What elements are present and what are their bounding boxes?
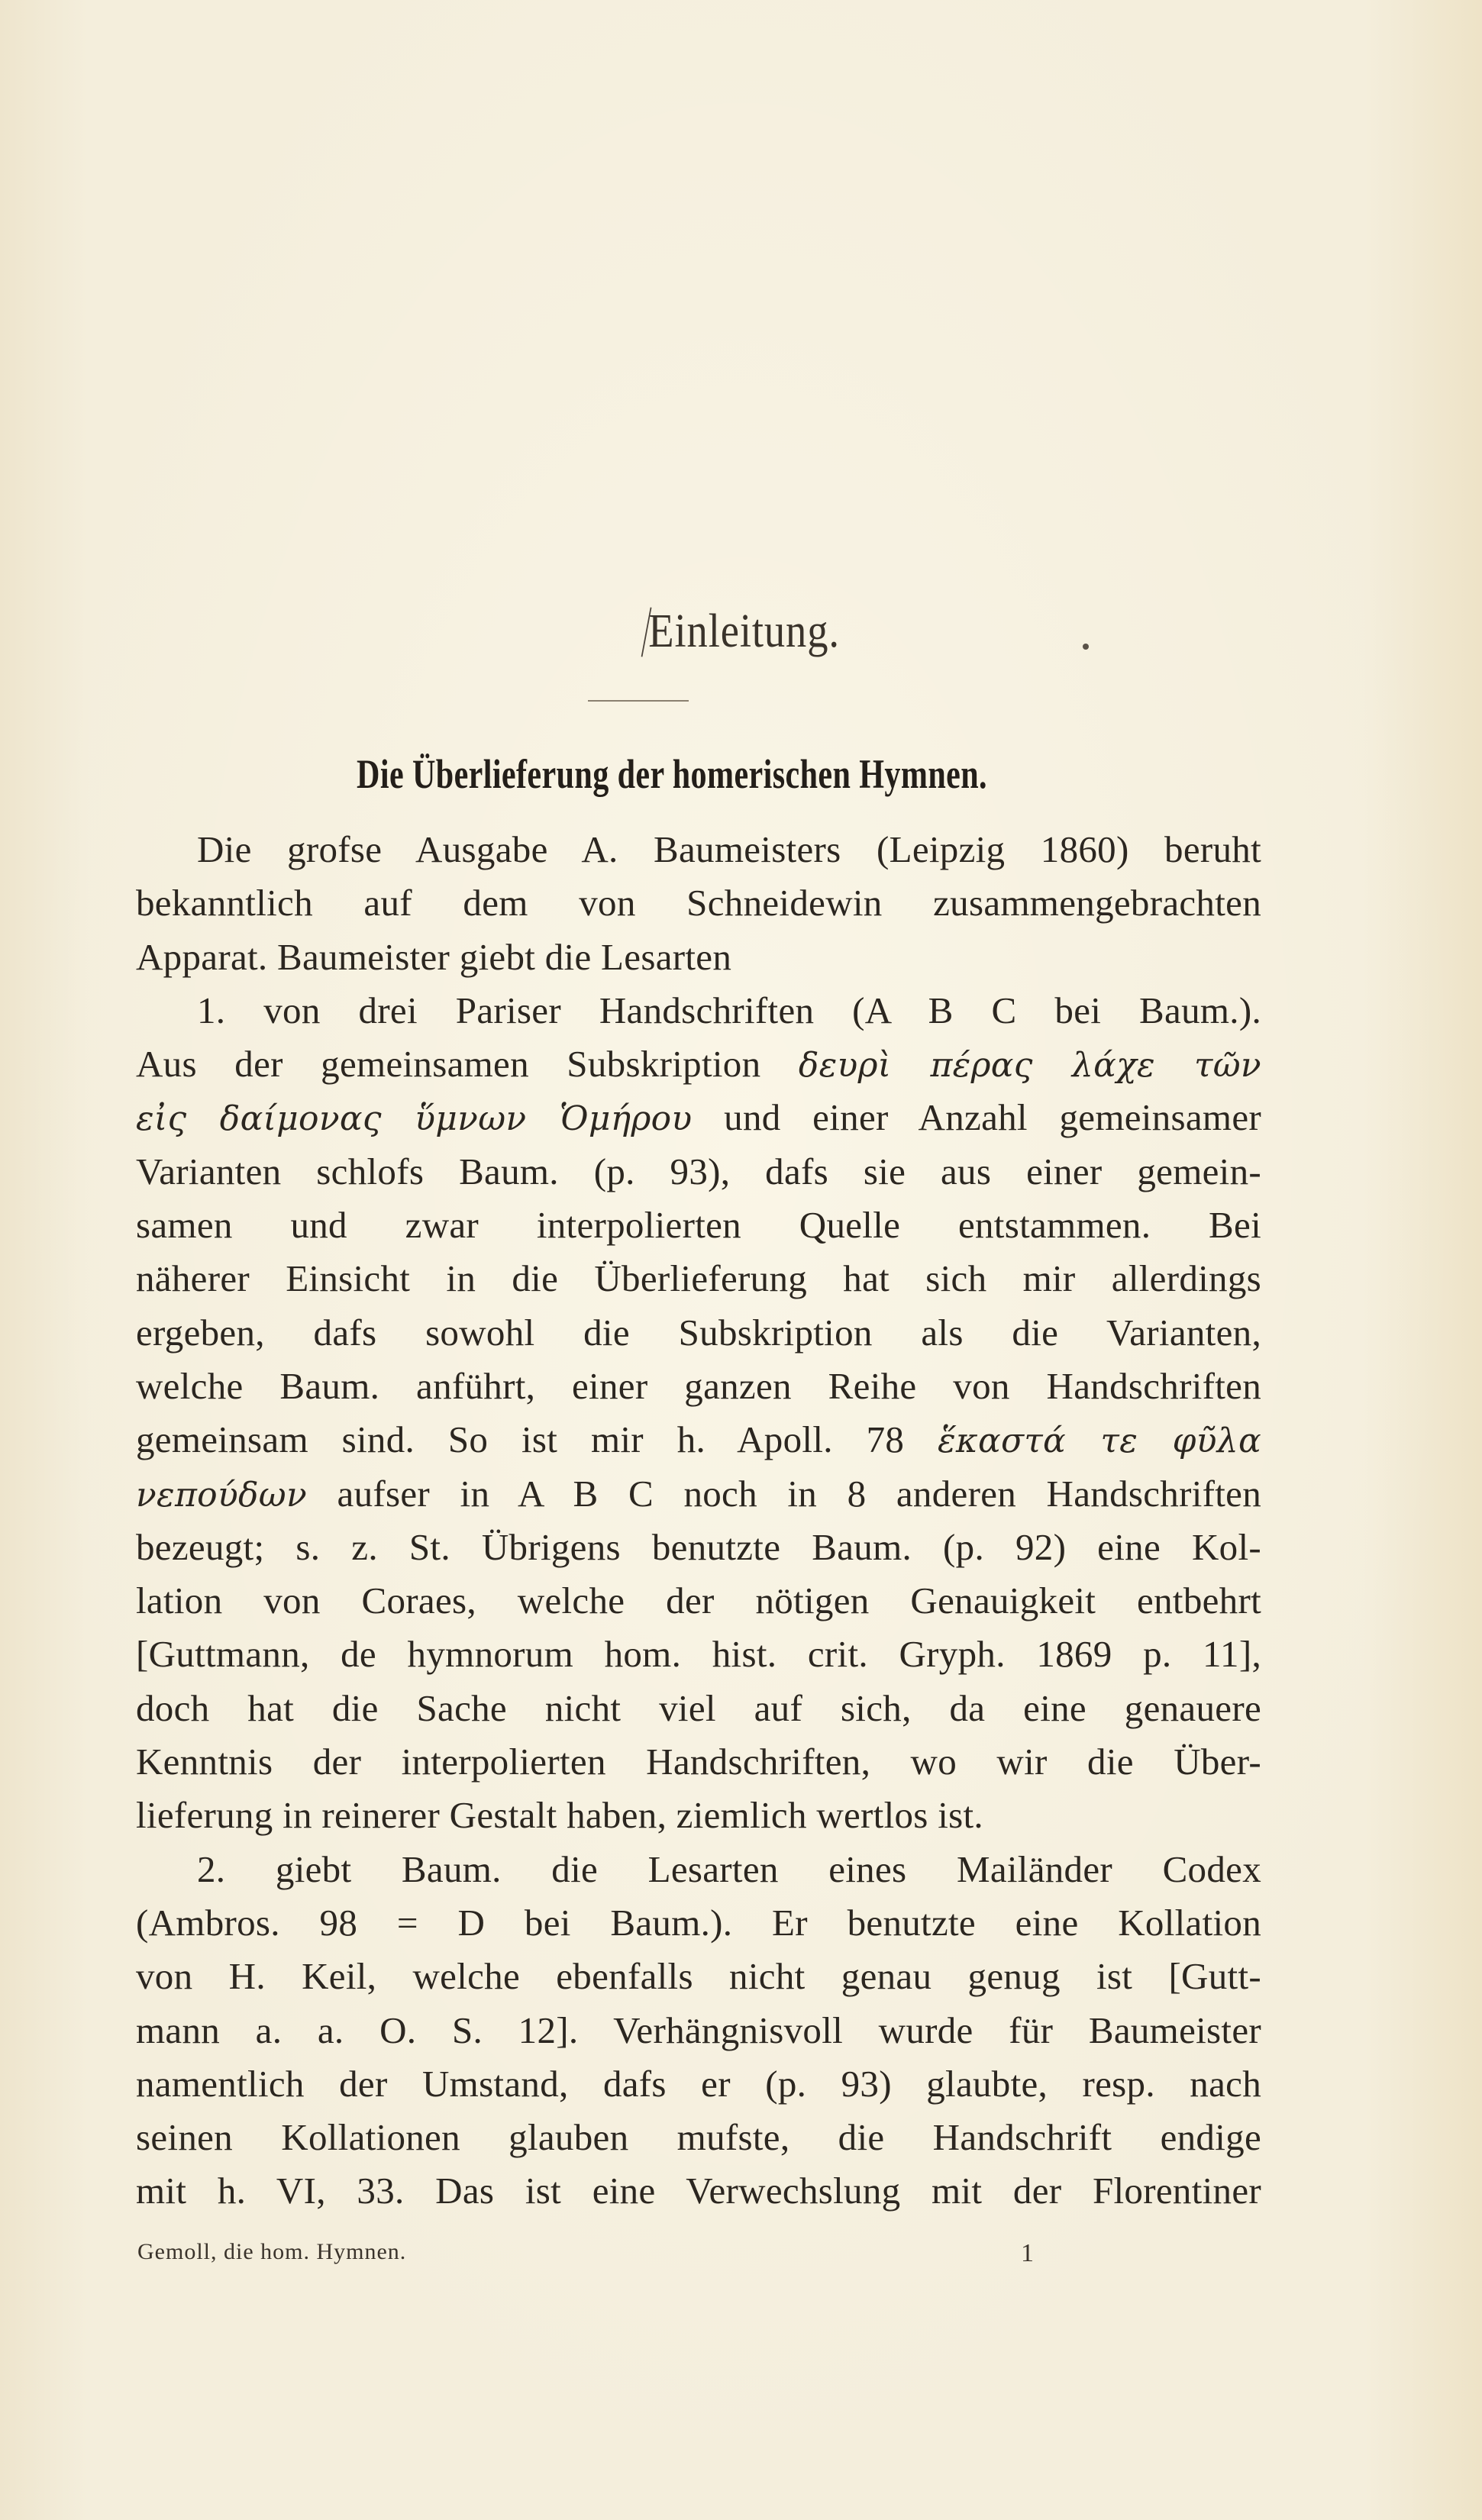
text-line: 1. von drei Pariser Handschriften (A B C bei Baum.).: [197, 989, 1261, 1031]
page-footer: [137, 2239, 1038, 2268]
text-line: lation von Coraes, welche der nötigen Genauigkeit entbehrt: [136, 1579, 1261, 1622]
text-line: welche Baum. anführt, einer ganzen Reihe von Handschriften: [136, 1364, 1261, 1407]
text-fragment: gemeinsam sind. So ist mir h. Apoll. 78: [136, 1418, 905, 1461]
text-line: [136, 1091, 1261, 1144]
text-fragment: und einer Anzahl gemeinsamer: [724, 1096, 1262, 1139]
text-line: mit h. VI, 33. Das ist eine Verwechslung mit der Florentiner: [136, 2170, 1261, 2212]
text-line: [136, 1467, 1261, 1521]
text-line: [Guttmann, de hymnorum hom. hist. crit. Gryph. 1869 p. 11],: [136, 1633, 1261, 1676]
text-line: ergeben, dafs sowohl die Subskription als die Varianten,: [136, 1311, 1261, 1354]
text-line: namentlich der Umstand, dafs er (p. 93) glaubte, resp. nach: [136, 2062, 1261, 2105]
text-line: mann a. a. O. S. 12]. Verhängnisvoll wurde für Baumeister: [136, 2009, 1261, 2051]
text-line: [136, 1413, 1261, 1467]
text-line: Die grofse Ausgabe A. Baumeisters (Leipzig 1860) beruht: [197, 828, 1261, 870]
text-line: (Ambros. 98 = D bei Baum.). Er benutzte eine Kollation: [136, 1901, 1261, 1944]
title-divider: [588, 700, 689, 702]
text-line: Kenntnis der interpolierten Handschriften, wo wir die Über-: [136, 1741, 1261, 1783]
signature-line: Gemoll, die hom. Hymnen.: [137, 2239, 407, 2264]
text-line: [136, 1037, 1261, 1091]
text-fragment: Aus der gemeinsamen Subskription: [136, 1043, 761, 1086]
section-heading: Die Überlieferung der homerischen Hymnen.: [357, 751, 987, 797]
text-line: von H. Keil, welche ebenfalls nicht genau genug ist [Gutt-: [136, 1955, 1261, 1998]
page-number: 1: [1021, 2239, 1034, 2267]
body-text: [136, 823, 1261, 2218]
greek-quote: δευρὶ πέρας λάχε τῶν: [798, 1046, 1261, 1086]
greek-quote: νεπούδων: [136, 1475, 308, 1515]
greek-quote: εἰς δαίμονας ὕμνων Ὁμήρου: [136, 1099, 693, 1139]
greek-quote: ἕκαστά τε φῦλα: [937, 1421, 1261, 1461]
text-line: Apparat. Baumeister giebt die Lesarten: [136, 935, 732, 978]
text-line: samen und zwar interpolierten Quelle entstammen. Bei: [136, 1204, 1261, 1247]
text-line: näherer Einsicht in die Überlieferung hat sich mir allerdings: [136, 1257, 1261, 1300]
text-line: seinen Kollationen glauben mufste, die Handschrift endige: [136, 2116, 1261, 2159]
text-line: Varianten schlofs Baum. (p. 93), dafs sie aus einer gemein-: [136, 1150, 1261, 1192]
text-line: bekanntlich auf dem von Schneidewin zusammengebrachten: [136, 882, 1261, 924]
text-line: doch hat die Sache nicht viel auf sich, da eine genauere: [136, 1686, 1261, 1729]
text-line: 2. giebt Baum. die Lesarten eines Mailänder Codex: [197, 1847, 1261, 1890]
text-fragment: aufser in A B C noch in 8 anderen Handschriften: [337, 1472, 1261, 1515]
text-line: bezeugt; s. z. St. Übrigens benutzte Baum. (p. 92) eine Kol-: [136, 1525, 1261, 1568]
text-line: lieferung in reinerer Gestalt haben, ziemlich wertlos ist.: [136, 1794, 983, 1837]
chapter-title: [91, 605, 1395, 659]
chapter-title-text: Einleitung.: [648, 605, 840, 657]
